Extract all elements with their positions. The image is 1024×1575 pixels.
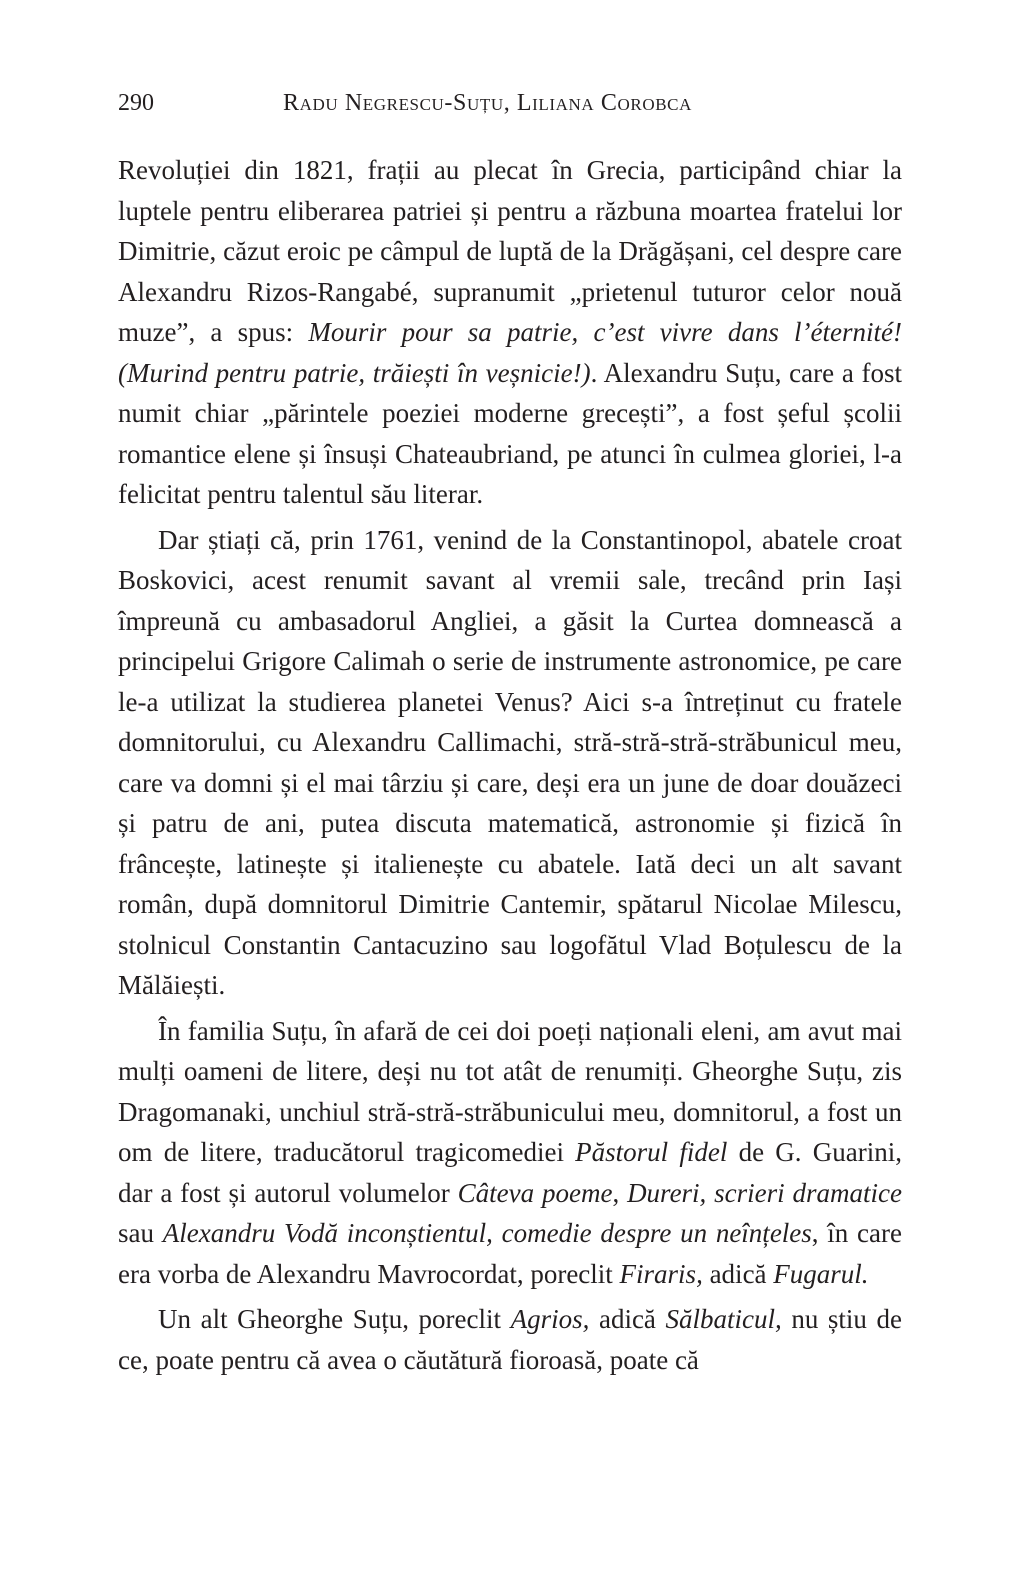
text-span: adică — [702, 1258, 774, 1289]
header-title: Radu Negrescu-Suțu, Liliana Corobca — [283, 90, 692, 116]
page-number: 290 — [118, 90, 154, 116]
text-span: Dar știați că, prin 1761, venind de la Constantinopol, abatele croat Boskovici, acest renumit savant al vremii sale, trecând prin Iași împreună cu ambasadorul Angliei, a găsit la Curtea domnească a principelui Grigore Calimah o serie de instrumente astronomice, pe care le-a utilizat la studierea planetei Venus? Aici s-a întreținut cu fratele domnitorului, cu Alexandru Callimachi, stră-stră-stră-străbunicul meu, care va domni și el mai târziu și care, deși era un june de doar douăzeci și patru de ani, putea discuta matematică, astronomie și fizică în frâncește, latinește și italienește cu abatele. Iată deci un alt savant român, după domnitorul Dimitrie Cantemir, spătarul Nicolae Milescu, stolnicul Constantin Cantacuzino sau logofătul Vlad Boțulescu de la Mălăiești. — [118, 524, 902, 1000]
paragraph-1 — [118, 150, 902, 515]
text-span: , — [612, 1177, 628, 1208]
text-span: Un alt Gheorghe Suțu, poreclit — [158, 1304, 511, 1334]
paragraph-3 — [118, 1011, 902, 1295]
italic-nickname: Sălbaticul, — [665, 1304, 782, 1334]
italic-title: Alexandru Vodă inconștientul, comedie despre un neînțeles — [162, 1218, 812, 1248]
text-span: În familia Suțu, în afară de cei doi poeți naționali eleni, am avut mai mulți oameni de litere, deși nu tot atât de renumiți. Gheorghe Suțu, zis Dragomanaki, unchiul stră-stră-străbunicului meu, domnitorul, a fost un om de litere, traducătorul tragicomediei — [118, 1015, 902, 1167]
text-span: , în care era vorba de Alexandru Mavrocordat, poreclit — [118, 1218, 902, 1289]
paragraph-4 — [118, 1299, 902, 1380]
italic-quote: Mourir pour sa patrie, c’est vivre dans l’éternité! (Murind pentru patrie, trăiești în veșnicie!) — [118, 317, 903, 388]
text-span: adică — [589, 1304, 666, 1334]
paragraph-2 — [118, 520, 902, 1006]
text-span: sau — [118, 1218, 163, 1248]
running-head — [118, 86, 908, 120]
italic-title: Dureri, scrieri dramatice — [627, 1177, 903, 1208]
italic-nickname: Fugarul. — [773, 1258, 869, 1289]
text-span: de G. Guarini, dar a fost și autorul volumelor — [118, 1137, 903, 1208]
body-text — [118, 150, 902, 1380]
italic-nickname: Agrios, — [510, 1304, 590, 1334]
italic-nickname: Firaris, — [619, 1258, 703, 1289]
text-span: . Alexandru Suțu, care a fost numit chiar „părintele poeziei moderne grecești”, a fost șeful școlii romantice elene și însuși Chateaubriand, pe atunci în culmea gloriei, l-a felicitat pentru talentul său literar. — [118, 357, 902, 509]
italic-title: Păstorul fidel — [575, 1137, 728, 1167]
text-span: nu știu de ce, poate pentru că avea o căutătură fioroasă, poate că — [118, 1304, 902, 1375]
italic-title: Câteva poeme — [457, 1177, 613, 1208]
text-span: Revoluției din 1821, frații au plecat în Grecia, participând chiar la luptele pentru eliberarea patriei și pentru a răzbuna moartea fratelui lor Dimitrie, căzut eroic pe câmpul de luptă de la Drăgășani, cel despre care Alexandru Rizos-Rangabé, supranumit „prietenul tuturor celor nouă muze”, a spus: — [118, 155, 902, 347]
